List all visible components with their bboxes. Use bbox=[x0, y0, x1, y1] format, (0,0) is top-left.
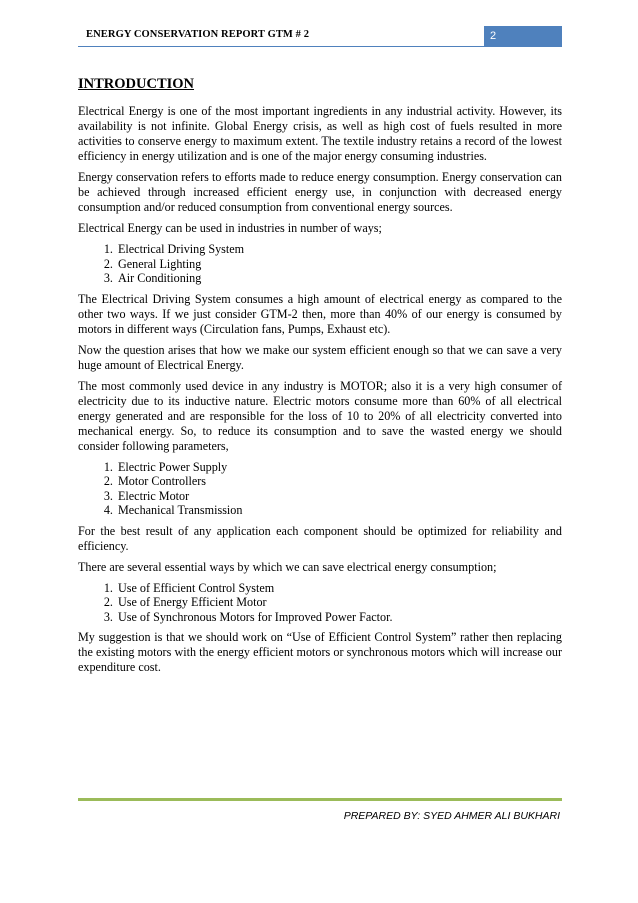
paragraph: Electrical Energy is one of the most important ingredients in any industrial activity. However, its availability is not infinite. Global Energy crisis, as well as high cost of fuels resulted in more activities to conserve energy to maximum extent. The textile industry retains a record of the lowest efficiency in energy utilization and is one of the major energy consuming industries. bbox=[78, 104, 562, 163]
paragraph: There are several essential ways by which we can save electrical energy consumption; bbox=[78, 559, 497, 574]
parameters-list bbox=[78, 460, 562, 518]
list-item: 3. Use of Synchronous Motors for Improved Power Factor. bbox=[116, 610, 562, 625]
list-item: 1. Electrical Driving System bbox=[116, 242, 562, 257]
paragraph: Energy conservation refers to efforts made to reduce energy consumption. Energy conservation can be achieved through increased efficient energy use, in conjunction with decreased energy consumption and/or reduced consumption from conventional energy sources. bbox=[78, 170, 562, 214]
list-item: 2. General Lighting bbox=[116, 257, 562, 272]
list-item: 1. Electric Power Supply bbox=[116, 460, 562, 475]
page-header bbox=[78, 26, 562, 48]
energy-usage-list bbox=[78, 242, 562, 286]
footer-divider bbox=[78, 798, 562, 801]
paragraph: The most commonly used device in any industry is MOTOR; also it is a very high consumer of electricity due to its inductive nature. Electric motors consume more than 60% of all electrical energy generated and are responsible for the loss of 10 to 20% of all electricity converted into mechanical energy. So, to reduce its consumption and to save the wasted energy we should consider following parameters, bbox=[78, 378, 562, 453]
list-item: 3. Air Conditioning bbox=[116, 271, 562, 286]
paragraph: My suggestion is that we should work on “Use of Efficient Control System” rather then replacing the existing motors with the energy efficient motors or synchronous motors which will increase our expenditure cost. bbox=[78, 630, 562, 674]
prepared-by-label: PREPARED BY: SYED AHMER ALI BUKHARI bbox=[343, 810, 560, 822]
saving-methods-list bbox=[78, 581, 562, 625]
list-item: 2. Use of Energy Efficient Motor bbox=[116, 595, 562, 610]
page-number-badge: 2 bbox=[484, 26, 562, 47]
document-body bbox=[78, 74, 562, 681]
list-item: 2. Motor Controllers bbox=[116, 474, 562, 489]
paragraph: Electrical Energy can be used in industries in number of ways; bbox=[78, 221, 382, 235]
section-heading: INTRODUCTION bbox=[78, 76, 195, 92]
list-item: 3. Electric Motor bbox=[116, 489, 562, 504]
report-title: ENERGY CONSERVATION REPORT GTM # 2 bbox=[86, 29, 310, 40]
paragraph: For the best result of any application each component should be optimized for reliability and efficiency. bbox=[78, 523, 562, 553]
paragraph: Now the question arises that how we make our system efficient enough so that we can save a very huge amount of Electrical Energy. bbox=[78, 342, 562, 372]
paragraph: The Electrical Driving System consumes a high amount of electrical energy as compared to the other two ways. If we just consider GTM-2 then, more than 40% of our energy is consumed by motors in different ways (Circulation fans, Pumps, Exhaust etc). bbox=[78, 291, 562, 336]
list-item: 4. Mechanical Transmission bbox=[116, 503, 562, 518]
list-item: 1. Use of Efficient Control System bbox=[116, 581, 562, 596]
